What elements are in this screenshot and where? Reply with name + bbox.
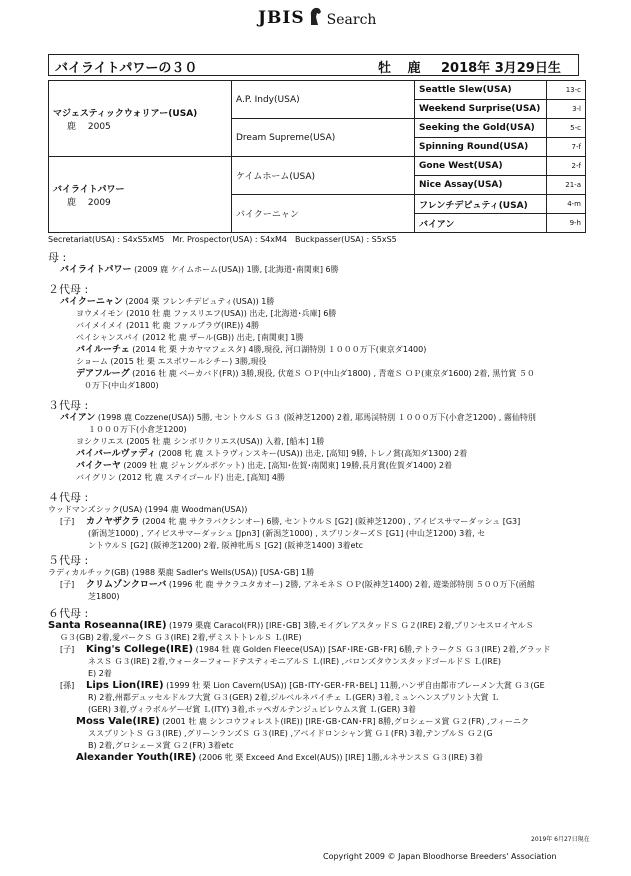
sire-info: 鹿 2005 <box>67 121 111 132</box>
offspring-line <box>48 368 588 380</box>
horse-record: (2009 牡 鹿 ジャングルポケット) 出走, [高知･佐賀･南関東] 19勝,長月賞(佐賀ダ1400) 2着 <box>120 461 453 470</box>
horse-record: (2004 栗 フレンチデピュティ(USA)) 1勝 <box>122 297 275 306</box>
horse-record: (2006 牝 栗 Exceed And Excel(AUS)) [IRE] 1勝,ルネサンスＳ Ｇ３(IRE) 3着 <box>196 753 483 762</box>
dam-line <box>48 620 588 632</box>
offspring-line <box>48 320 588 332</box>
family-number: 5-c <box>547 119 586 138</box>
offspring-line <box>48 308 588 320</box>
pedigree-g3-1[interactable]: Seattle Slew(USA) <box>415 81 547 100</box>
pedigree-sd[interactable]: Dream Supreme(USA) <box>232 119 415 157</box>
offspring-line-cont: B) 2着,グロシェーヌ賞 Ｇ２(FR) 3着etc <box>88 741 234 750</box>
offspring-line <box>48 472 588 484</box>
dam-line <box>48 412 588 424</box>
offspring-line <box>48 644 588 656</box>
horse-record: (1984 牡 鹿 Golden Fleece(USA)) [SAF･IRE･GB･FR] 6勝,テトラークＳ Ｇ３(IRE) 2着,グラッド <box>193 645 551 654</box>
inbreeding-line: Secretariat(USA) : S4xS5xM5 Mr. Prospector(USA) : S4xM4 Buckpasser(USA) : S5xS5 <box>48 235 397 244</box>
offspring-line-cont: R) 2着,州都デュッセルドルフ大賞 Ｇ３(GER) 2着,ジルベルネパイチェ Ｌ(GER) 3着,ミュンヘンスプリント大賞 Ｌ <box>88 693 500 702</box>
horse-link[interactable]: Santa Roseanna(IRE) <box>48 620 167 631</box>
horse-record: (2014 牝 栗 ナカヤマフェスタ) 4勝,現役, 河口湖特別 １０００万下(東京ダ1400) <box>129 345 427 354</box>
family-number: 7-f <box>547 138 586 157</box>
horse-record: (1996 牝 鹿 サクラユタカオー) 2勝, アネモネＳ ＯＰ(阪神芝1400) 2着, 遊楽部特別 ５００万下(函館 <box>166 580 535 589</box>
section-header: ２代母 : <box>48 283 89 296</box>
pedigree-table <box>48 80 586 233</box>
pedigree-g3-8[interactable]: バイアン <box>415 214 547 233</box>
copyright: Copyright 2009 © Japan Bloodhorse Breeders' Association <box>323 852 557 861</box>
horse-record: (2008 牝 鹿 ストラヴィンスキー(USA)) 出走, [高知] 9勝, トレノ賞(高知ダ1300) 2着 <box>155 449 468 458</box>
dam-line: ウッドマンズシック(USA) (1994 鹿 Woodman(USA)) <box>48 505 248 514</box>
dam-line <box>48 296 588 308</box>
offspring-line <box>48 344 588 356</box>
section-header: ３代母 : <box>48 399 89 412</box>
dam-section-3 <box>48 400 588 484</box>
section-header: ５代母 : <box>48 554 89 567</box>
horse-link[interactable]: バイルーチェ <box>76 345 130 355</box>
dam-line-cont: Ｇ３(GB) 2着,愛パークＳ Ｇ３(IRE) 2着,ザミストトレルＳ Ｌ(IRE) <box>60 633 302 642</box>
pedigree-sire[interactable] <box>49 81 232 157</box>
pedigree-g3-3[interactable]: Seeking the Gold(USA) <box>415 119 547 138</box>
horse-record: バイグリン (2012 牝 鹿 ステイゴールド) 出走, [高知] 4勝 <box>76 473 285 482</box>
offspring-line <box>48 752 588 764</box>
offspring-line-cont: ントウルＳ [G2] (阪神芝1200) 2着, 阪神牝馬Ｓ [G2] (阪神芝1400) 3着etc <box>88 541 364 550</box>
relation-tag: [孫] <box>60 681 75 690</box>
horse-record: ベイシャンスパイ (2012 牝 鹿 ザール(GB)) 出走, [南関東] 1勝 <box>76 333 304 342</box>
dam-line <box>48 264 588 276</box>
pedigree-ds[interactable]: ケイムホーム(USA) <box>232 157 415 195</box>
offspring-line <box>48 356 588 368</box>
offspring-line <box>48 436 588 448</box>
pedigree-g3-6[interactable]: Nice Assay(USA) <box>415 176 547 195</box>
offspring-line <box>48 516 588 528</box>
family-number: 21-a <box>547 176 586 195</box>
horse-link[interactable]: バイライトパワー <box>60 265 132 275</box>
horse-link[interactable]: バイクーヤ <box>76 461 121 471</box>
horse-record: ヨウメイモン (2010 牡 鹿 ファスリエフ(USA)) 出走, [北海道･兵庫] 6勝 <box>76 309 337 318</box>
dam-section-4 <box>48 492 588 552</box>
as-of-date: 2019年 6月27日現在 <box>531 836 590 843</box>
horse-name: バイライトパワーの３０ <box>55 61 198 76</box>
horse-record: ヨシクリエス (2005 牡 鹿 シンボリクリエス(USA)) 入着, [船本] 1勝 <box>76 437 325 446</box>
pedigree-dd[interactable]: バイクーニャン <box>232 195 415 233</box>
offspring-line-cont: 芝1800) <box>88 592 120 601</box>
dam-section-2 <box>48 284 588 392</box>
horse-record: バイメイメイ (2011 牝 鹿 ファルブラヴ(IRE)) 4勝 <box>76 321 259 330</box>
relation-tag: [子] <box>60 580 75 589</box>
pedigree-g3-4[interactable]: Spinning Round(USA) <box>415 138 547 157</box>
horse-link[interactable]: カノヤザクラ <box>86 517 140 527</box>
offspring-line <box>48 332 588 344</box>
family-number: 13-c <box>547 81 586 100</box>
horse-record: (1999 牡 栗 Lion Cavern(USA)) [GB･ITY･GER･FR･BEL] 11勝,ハンザ自由都市ブレーメン大賞 Ｇ３(GE <box>163 681 545 690</box>
family-number: 9-h <box>547 214 586 233</box>
dam-name: バイライトパワー <box>53 184 125 195</box>
horse-record: (1979 栗鹿 Caracol(FR)) [IRE･GB] 3勝,モイグレアスタッドＳ Ｇ２(IRE) 2着,プリンセスロイヤルＳ <box>166 621 534 630</box>
family-number: 2-f <box>547 157 586 176</box>
horse-record: (2016 牡 鹿 ベーカバド(FR)) 3勝,現役, 伏竜Ｓ ＯＰ(中山ダ1800) , 青竜Ｓ ＯＰ(東京ダ1600) 2着, 黒竹賞 ５０ <box>129 369 535 378</box>
offspring-line-cont: (GER) 3着,ヴィラボルゲーゼ賞 Ｌ(ITY) 3着,ホッペガルテンジュビレウムス賞 Ｌ(GER) 3着 <box>88 705 416 714</box>
pedigree-dam[interactable] <box>49 157 232 233</box>
dam-section-5 <box>48 555 588 603</box>
dam-section-6 <box>48 608 588 764</box>
logo-text-jbis: JBIS <box>258 8 305 28</box>
horse-record: (1998 鹿 Cozzene(USA)) 5勝, セントウルＳ Ｇ３ (阪神芝1200) 2着, 耶馬渓特別 １０００万下(小倉芝1200) , 霧仙特別 <box>95 413 536 422</box>
offspring-line-cont: ネスＳ Ｇ３(IRE) 2着,ウォーターフォードテスティモニアルＳ Ｌ(IRE) ,バロンズタウンスタッドゴールドＳ Ｌ(IRE) <box>88 657 502 666</box>
sire-name: マジェスティックウォリアー(USA) <box>53 108 198 119</box>
dam-section-1 <box>48 252 588 276</box>
relation-tag: [子] <box>60 517 75 526</box>
horse-head-icon <box>308 6 322 26</box>
horse-link[interactable]: Lips Lion(IRE) <box>86 680 164 691</box>
offspring-line <box>48 680 588 692</box>
offspring-line <box>48 579 588 591</box>
section-header: ６代母 : <box>48 607 89 620</box>
horse-link[interactable]: バイアン <box>60 413 96 423</box>
jbis-logo <box>258 6 376 28</box>
horse-link[interactable]: クリムゾンクローバ <box>86 580 167 590</box>
family-number: 3-l <box>547 100 586 119</box>
horse-link[interactable]: Alexander Youth(IRE) <box>76 752 197 763</box>
offspring-line-cont <box>48 380 588 392</box>
horse-link[interactable]: Moss Vale(IRE) <box>76 716 160 727</box>
pedigree-g3-7[interactable]: フレンチデピュティ(USA) <box>415 195 547 214</box>
horse-link[interactable]: デアフルーグ <box>76 369 130 379</box>
offspring-line <box>48 460 588 472</box>
horse-record: ショーム (2015 牡 栗 エスポワールシチー) 3勝,現役 <box>76 357 267 366</box>
offspring-line <box>48 716 588 728</box>
horse-title-bar <box>48 54 579 76</box>
pedigree-ss[interactable]: A.P. Indy(USA) <box>232 81 415 119</box>
horse-record: (2001 牡 鹿 シンコウフォレスト(IRE)) [IRE･GB･CAN･FR] 8勝,グロシェーヌ賞 Ｇ２(FR) ,フィーニク <box>159 717 529 726</box>
horse-record: ０万下(中山ダ1800) <box>76 381 159 390</box>
family-number: 4-m <box>547 195 586 214</box>
dam-line-cont: １０００万下(小倉芝1200) <box>88 425 187 434</box>
relation-tag: [子] <box>60 645 75 654</box>
horse-link[interactable]: バイクーニャン <box>60 297 123 307</box>
horse-record: (2009 鹿 ケイムホーム(USA)) 1勝, [北海道･南関東] 6勝 <box>131 265 339 274</box>
section-header: ４代母 : <box>48 491 89 504</box>
horse-sex-color: 牡 鹿 <box>378 61 427 76</box>
pedigree-g3-5[interactable]: Gone West(USA) <box>415 157 547 176</box>
offspring-line <box>48 448 588 460</box>
dam-line: ラディカルチック(GB) (1988 栗鹿 Sadler's Wells(USA)) [USA･GB] 1勝 <box>48 568 315 577</box>
pedigree-g3-2[interactable]: Weekend Surprise(USA) <box>415 100 547 119</box>
section-header: 母 : <box>48 251 67 264</box>
offspring-line-cont: E) 2着 <box>88 669 112 678</box>
dam-info: 鹿 2009 <box>67 197 111 208</box>
offspring-line-cont: (新潟芝1000) , アイビスサマーダッシュ [Jpn3] (新潟芝1000) , スプリンターズＳ [G1] (中山芝1200) 3着, セ <box>88 529 486 538</box>
horse-link[interactable]: King's College(IRE) <box>86 644 194 655</box>
horse-link[interactable]: バイバールヴァディ <box>76 449 156 459</box>
horse-record: (2004 牝 鹿 サクラバクシンオー) 6勝, セントウルＳ [G2] (阪神芝1200) , アイビスサマーダッシュ [G3] <box>139 517 521 526</box>
logo-text-search: Search <box>326 12 377 28</box>
offspring-line-cont: ススプリントＳ Ｇ３(IRE) ,グリーンランズＳ Ｇ３(IRE) ,アベイドロンシャン賞 Ｇ１(FR) 3着,テンプルＳ Ｇ２(G <box>88 729 493 738</box>
horse-birthdate: 2018年 3月29日生 <box>441 61 561 76</box>
